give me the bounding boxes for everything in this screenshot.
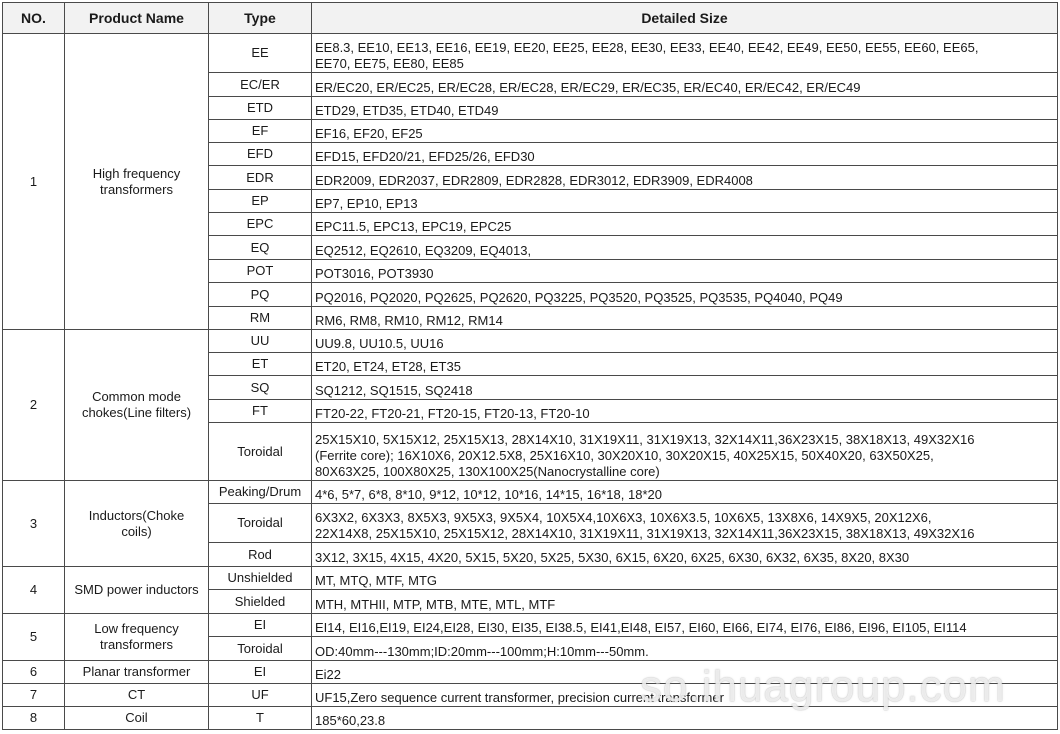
header-row [3,3,1058,34]
type-cell: SQ [209,376,312,400]
type-cell: EDR [209,166,312,190]
type-cell: EPC [209,213,312,236]
size-line: EE70, EE75, EE80, EE85 [315,56,464,71]
size-line: EE8.3, EE10, EE13, EE16, EE19, EE20, EE25, EE28, EE30, EE33, EE40, EE42, EE49, EE50, EE55, EE60, EE65, [315,40,979,55]
table-row [3,330,1058,353]
product-name-line: Low frequency [94,621,179,636]
type-cell: Rod [209,543,312,567]
row-number: 3 [3,481,65,567]
size-line: FT20-22, FT20-21, FT20-15, FT20-13, FT20-10 [315,406,590,421]
size-line: UU9.8, UU10.5, UU16 [315,336,444,351]
size-line: 22X14X8, 25X15X10, 25X15X12, 28X14X10, 31X19X11, 31X19X13, 32X14X11,36X23X15, 38X18X13, 49X32X16 [315,526,975,541]
product-name-line: CT [127,687,146,702]
detailed-size-cell [312,143,1058,166]
row-number: 1 [3,34,65,330]
product-name-line: transformers [100,181,173,197]
table-row [3,661,1058,684]
product-name-line: Inductors(Choke [88,507,185,523]
row-number: 6 [3,661,65,684]
detailed-size-cell [312,614,1058,637]
size-line: 4*6, 5*7, 6*8, 8*10, 9*12, 10*12, 10*16, 14*15, 16*18, 18*20 [315,487,662,502]
row-number: 8 [3,707,65,730]
size-line: 80X63X25, 100X80X25, 130X100X25(Nanocrystalline core) [315,464,660,479]
table-row [3,481,1058,504]
type-cell: UU [209,330,312,353]
product-name [65,567,209,614]
size-line: EQ2512, EQ2610, EQ3209, EQ4013, [315,243,532,258]
header-product-name: Product Name [65,3,209,34]
detailed-size-cell [312,307,1058,330]
size-line: UF15,Zero sequence current transformer, precision current transformer [315,690,724,705]
detailed-size-cell [312,376,1058,400]
size-line: SQ1212, SQ1515, SQ2418 [315,383,473,398]
product-name [65,614,209,661]
size-line: EF16, EF20, EF25 [315,126,423,141]
header-type: Type [209,3,312,34]
detailed-size-cell [312,707,1058,730]
type-cell: UF [209,684,312,707]
type-cell: POT [209,260,312,283]
table-row [3,684,1058,707]
type-cell: EE [209,34,312,73]
type-cell: Shielded [209,590,312,614]
detailed-size-cell [312,190,1058,213]
product-name [65,34,209,330]
product-name [65,707,209,730]
type-cell: EC/ER [209,73,312,97]
size-line: MT, MTQ, MTF, MTG [315,573,438,588]
detailed-size-cell [312,504,1058,543]
type-cell: Toroidal [209,637,312,661]
size-line: (Ferrite core); 16X10X6, 20X12.5X8, 25X16X10, 30X20X10, 30X20X15, 40X25X15, 50X40X20, 63X50X25, [315,448,934,463]
size-line: ER/EC20, ER/EC25, ER/EC28, ER/EC28, ER/EC29, ER/EC35, ER/EC40, ER/EC42, ER/EC49 [315,80,861,95]
table-row [3,567,1058,590]
product-name-line: SMD power inductors [74,582,199,597]
product-name-line: Common mode [92,389,181,404]
detailed-size-cell [312,166,1058,190]
detailed-size-cell [312,423,1058,481]
detailed-size-cell [312,543,1058,567]
type-cell: EQ [209,236,312,260]
product-name-line: High frequency [92,165,181,181]
product-name [65,661,209,684]
type-cell: FT [209,400,312,423]
size-line: 6X3X2, 6X3X3, 8X5X3, 9X5X3, 9X5X4, 10X5X4,10X6X3, 10X6X3.5, 10X6X5, 13X8X6, 14X9X5, 20X12X6, [315,510,932,525]
type-cell: Unshielded [209,567,312,590]
product-name-line: Planar transformer [82,664,191,679]
detailed-size-cell [312,353,1058,376]
table-row [3,614,1058,637]
product-name [65,330,209,481]
table-row [3,34,1058,73]
size-line: MTH, MTHII, MTP, MTB, MTE, MTL, MTF [315,597,556,612]
detailed-size-cell [312,330,1058,353]
size-line: EFD15, EFD20/21, EFD25/26, EFD30 [315,149,535,164]
product-spec-table [2,2,1058,730]
type-cell: Peaking/Drum [209,481,312,504]
type-cell: EI [209,614,312,637]
size-line: EP7, EP10, EP13 [315,196,418,211]
type-cell: EP [209,190,312,213]
size-line: POT3016, POT3930 [315,266,434,281]
type-cell: Toroidal [209,423,312,481]
detailed-size-cell [312,260,1058,283]
header-no: NO. [3,3,65,34]
detailed-size-cell [312,567,1058,590]
detailed-size-cell [312,684,1058,707]
size-line: EI14, EI16,EI19, EI24,EI28, EI30, EI35, EI38.5, EI41,EI48, EI57, EI60, EI66, EI74, EI76, EI86, EI96, EI105, EI114 [315,620,967,635]
detailed-size-cell [312,97,1058,120]
detailed-size-cell [312,120,1058,143]
product-name [65,481,209,567]
row-number: 4 [3,567,65,614]
detailed-size-cell [312,213,1058,236]
product-name [65,684,209,707]
row-number: 5 [3,614,65,661]
size-line: ETD29, ETD35, ETD40, ETD49 [315,103,499,118]
size-line: 185*60,23.8 [315,713,386,728]
type-cell: PQ [209,283,312,307]
type-cell: EI [209,661,312,684]
detailed-size-cell [312,400,1058,423]
type-cell: ETD [209,97,312,120]
detailed-size-cell [312,236,1058,260]
size-line: EPC11.5, EPC13, EPC19, EPC25 [315,219,512,234]
size-line: PQ2016, PQ2020, PQ2625, PQ2620, PQ3225, PQ3520, PQ3525, PQ3535, PQ4040, PQ49 [315,290,843,305]
size-line: OD:40mm---130mm;ID:20mm---100mm;H:10mm---50mm. [315,644,649,659]
table-row [3,707,1058,730]
watermark: so.ihuagroup.com [640,662,1006,711]
row-number: 7 [3,684,65,707]
product-name-line: transformers [100,637,173,652]
detailed-size-cell [312,637,1058,661]
product-name-line: Coil [125,710,148,725]
detailed-size-cell [312,73,1058,97]
header-detailed-size: Detailed Size [312,3,1058,34]
row-number: 2 [3,330,65,481]
size-line: RM6, RM8, RM10, RM12, RM14 [315,313,503,328]
product-name-line: chokes(Line filters) [81,405,192,420]
type-cell: T [209,707,312,730]
detailed-size-cell [312,590,1058,614]
size-line: 25X15X10, 5X15X12, 25X15X13, 28X14X10, 31X19X11, 31X19X13, 32X14X11,36X23X15, 38X18X13, 49X32X16 [315,432,975,447]
type-cell: EF [209,120,312,143]
size-line: 3X12, 3X15, 4X15, 4X20, 5X15, 5X20, 5X25, 5X30, 6X15, 6X20, 6X25, 6X30, 6X32, 6X35, 8X20, 8X30 [315,550,910,565]
type-cell: EFD [209,143,312,166]
product-name-line: coils) [121,523,152,539]
detailed-size-cell [312,283,1058,307]
type-cell: ET [209,353,312,376]
detailed-size-cell [312,481,1058,504]
detailed-size-cell [312,661,1058,684]
type-cell: RM [209,307,312,330]
size-line: EDR2009, EDR2037, EDR2809, EDR2828, EDR3012, EDR3909, EDR4008 [315,173,753,188]
type-cell: Toroidal [209,504,312,543]
size-line: Ei22 [315,667,342,682]
detailed-size-cell [312,34,1058,73]
size-line: ET20, ET24, ET28, ET35 [315,359,461,374]
